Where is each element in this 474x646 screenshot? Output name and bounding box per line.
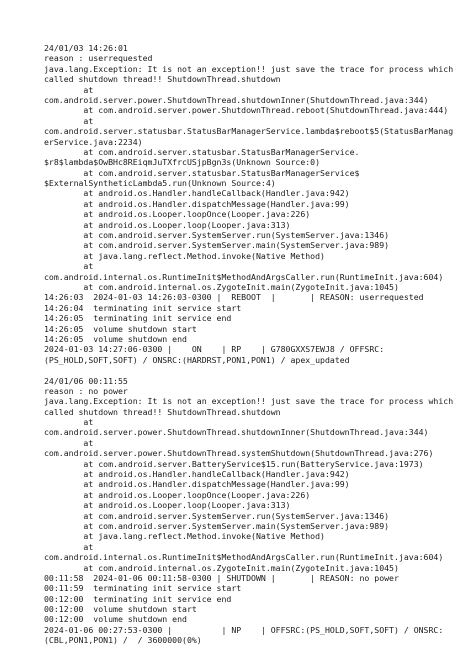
log-line: at java.lang.reflect.Method.invoke(Native Method) <box>44 250 325 261</box>
log-line: at <box>44 261 94 272</box>
log-line: at <box>44 84 94 95</box>
block-separator <box>44 365 469 375</box>
log-line: at android.os.Handler.handleCallback(Handler.java:942) <box>44 188 350 199</box>
log-entry <box>44 376 469 646</box>
log-line: 14:26:05 volume shutdown end <box>44 333 187 344</box>
log-line: at com.android.internal.os.ZygoteInit.main(ZygoteInit.java:1045) <box>44 562 399 573</box>
log-line: com.android.internal.os.RuntimeInit$MethodAndArgsCaller.run(RuntimeInit.java:604) <box>44 552 444 563</box>
log-line: at com.android.internal.os.ZygoteInit.main(ZygoteInit.java:1045) <box>44 281 399 292</box>
log-line: at com.android.server.power.ShutdownThread.reboot(ShutdownThread.java:444) <box>44 105 449 116</box>
log-line: reason : no power <box>44 385 128 396</box>
log-line: at <box>44 115 94 126</box>
log-line: com.android.server.power.ShutdownThread.systemShutdown(ShutdownThread.java:276) <box>44 448 434 459</box>
log-line: 00:11:59 terminating init service start <box>44 583 242 594</box>
log-line: at <box>44 417 94 428</box>
log-line: at android.os.Handler.handleCallback(Handler.java:942) <box>44 469 350 480</box>
log-line: java.lang.Exception: It is not an exception!! just save the trace for process which <box>44 396 454 407</box>
log-line: at android.os.Looper.loop(Looper.java:313) <box>44 500 291 511</box>
log-line: 14:26:03 2024-01-03 14:26:03-0300 | REBOOT | | REASON: userrequested <box>44 292 424 303</box>
log-line: 24/01/06 00:11:55 <box>44 375 128 386</box>
log-line: reason : userrequested <box>44 53 153 64</box>
log-line: 24/01/03 14:26:01 <box>44 43 128 53</box>
log-line: at java.lang.reflect.Method.invoke(Native Method) <box>44 531 325 542</box>
log-line: at android.os.Looper.loopOnce(Looper.java:226) <box>44 489 311 500</box>
log-document <box>44 43 469 646</box>
log-line: at com.android.server.SystemServer.run(SystemServer.java:1346) <box>44 230 390 241</box>
log-line: at <box>44 437 94 448</box>
log-line: at android.os.Looper.loop(Looper.java:313) <box>44 219 291 230</box>
log-line: 2024-01-06 00:27:53-0300 | | NP | OFFSRC:(PS_HOLD,SOFT,SOFT) / ONSRC: <box>44 624 444 635</box>
log-line: 14:26:05 terminating init service end <box>44 313 232 324</box>
log-line: called shutdown thread!! ShutdownThread.shutdown <box>44 406 281 417</box>
log-line: $ExternalSyntheticLambda5.run(Unknown Source:4) <box>44 178 276 189</box>
log-line: at com.android.server.statusbar.StatusBarManagerService$ <box>44 167 360 178</box>
log-line: com.android.server.power.ShutdownThread.shutdownInner(ShutdownThread.java:344) <box>44 94 429 105</box>
log-line: 00:12:00 volume shutdown start <box>44 604 197 615</box>
log-line: at com.android.server.SystemServer.main(SystemServer.java:989) <box>44 520 390 531</box>
log-line: 14:26:05 volume shutdown start <box>44 323 197 334</box>
log-line: com.android.server.statusbar.StatusBarManagerService.lambda$reboot$5(StatusBarManag <box>44 126 454 137</box>
log-line: at android.os.Looper.loopOnce(Looper.java:226) <box>44 209 311 220</box>
log-line: at android.os.Handler.dispatchMessage(Handler.java:99) <box>44 479 350 490</box>
log-entry <box>44 43 469 365</box>
log-line: erService.java:2234) <box>44 136 143 147</box>
log-line: at com.android.server.statusbar.StatusBarManagerService. <box>44 146 360 157</box>
log-line: at android.os.Handler.dispatchMessage(Handler.java:99) <box>44 198 350 209</box>
log-line: at com.android.server.SystemServer.main(SystemServer.java:989) <box>44 240 390 251</box>
log-line: (PS_HOLD,SOFT,SOFT) / ONSRC:(HARDRST,PON1,PON1) / apex_updated <box>44 354 350 365</box>
log-line: at com.android.server.BatteryService$15.run(BatteryService.java:1973) <box>44 458 424 469</box>
log-line: (CBL,PON1,PON1) / / 3600000(0%) <box>44 635 202 646</box>
log-line: java.lang.Exception: It is not an exception!! just save the trace for process which <box>44 63 454 74</box>
log-line: $r8$lambda$OwBHc8REiqmJuTXfrcUSjpBgn3s(Unknown Source:0) <box>44 157 321 168</box>
log-line: called shutdown thread!! ShutdownThread.shutdown <box>44 74 281 85</box>
log-line: com.android.server.power.ShutdownThread.shutdownInner(ShutdownThread.java:344) <box>44 427 429 438</box>
log-line: 00:12:00 volume shutdown end <box>44 614 187 625</box>
log-line: 14:26:04 terminating init service start <box>44 302 242 313</box>
log-line: com.android.internal.os.RuntimeInit$MethodAndArgsCaller.run(RuntimeInit.java:604) <box>44 271 444 282</box>
log-line: at com.android.server.SystemServer.run(SystemServer.java:1346) <box>44 510 390 521</box>
log-line: 2024-01-03 14:27:06-0300 | ON | RP | G780GXXS7EWJ8 / OFFSRC: <box>44 344 385 355</box>
log-line: 00:12:00 terminating init service end <box>44 593 232 604</box>
log-line: 00:11:58 2024-01-06 00:11:58-0300 | SHUTDOWN | | REASON: no power <box>44 572 399 583</box>
log-line: at <box>44 541 94 552</box>
